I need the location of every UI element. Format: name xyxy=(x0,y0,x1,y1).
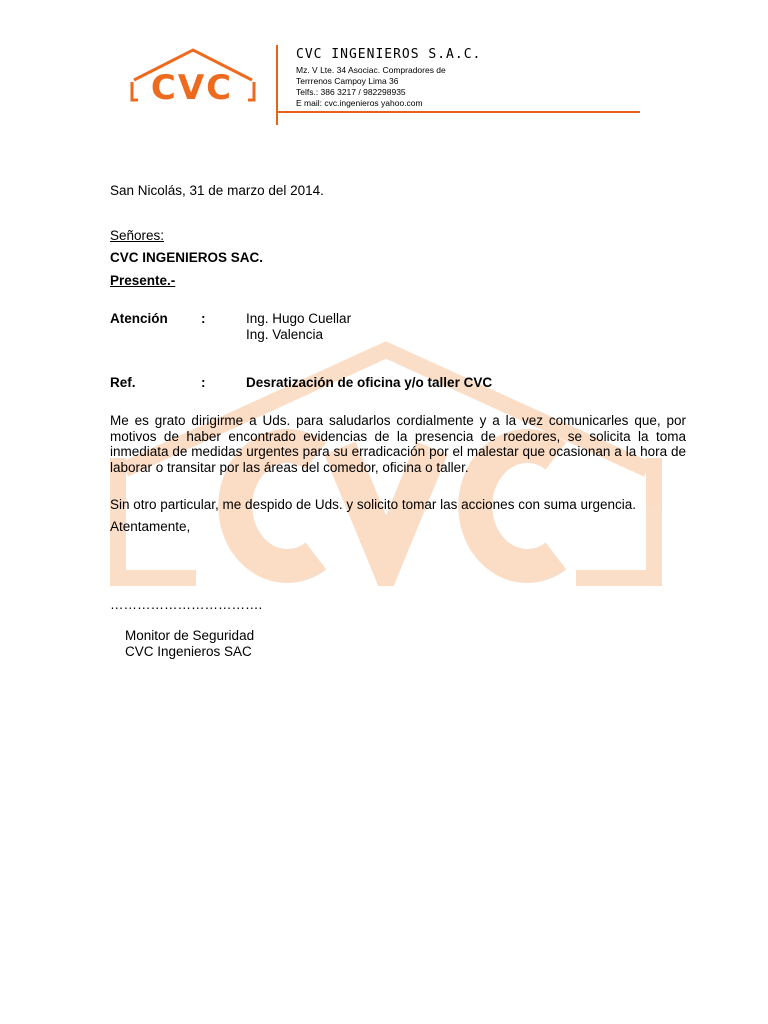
letter-date: San Nicolás, 31 de marzo del 2014. xyxy=(110,183,324,198)
logo-text: CVC xyxy=(150,68,234,108)
attention-name: Ing. Hugo Cuellar xyxy=(246,311,352,326)
reference-label: Ref. xyxy=(110,375,136,390)
attention-colon: : xyxy=(201,311,206,326)
email-line: E mail: cvc.ingenieros yahoo.com xyxy=(296,98,423,108)
letterhead-vertical-divider xyxy=(276,45,278,125)
signature-line: ……………………………. xyxy=(110,597,263,612)
body-paragraph: Sin otro particular, me despido de Uds. y solicito tomar las acciones con suma urgencia. xyxy=(110,497,637,512)
recipient-name: CVC INGENIEROS SAC. xyxy=(110,250,264,265)
attention-name: Ing. Valencia xyxy=(246,327,324,342)
salutation: Señores: xyxy=(110,228,165,243)
address-line: Terrrenos Campoy Lima 36 xyxy=(296,76,399,86)
signer-company: CVC Ingenieros SAC xyxy=(125,644,252,659)
phone-line: Telfs.: 386 3217 / 982298935 xyxy=(296,87,406,97)
address-line: Mz. V Lte. 34 Asociac. Compradores de xyxy=(296,65,446,75)
closing: Atentamente, xyxy=(110,519,191,534)
company-name: CVC INGENIEROS S.A.C. xyxy=(296,47,482,62)
body-paragraph: Me es grato dirigirme a Uds. para saludarlos cordialmente y a la vez comunicarles que, por motivos de haber encontrado evidencias de la presencia de roedores, se solicita la toma inmediata de medidas urgentes para su erradicación por el malestar que ocasionan a la hora de laborar o transitar por las áreas del comedor, oficina o taller. xyxy=(110,413,686,475)
presente-label: Presente.- xyxy=(110,273,176,288)
attention-label: Atención xyxy=(110,311,168,326)
reference-subject: Desratización de oficina y/o taller CVC xyxy=(246,375,493,390)
signer-title: Monitor de Seguridad xyxy=(125,628,255,643)
letterhead-horizontal-divider xyxy=(276,111,640,113)
reference-colon: : xyxy=(201,375,206,390)
